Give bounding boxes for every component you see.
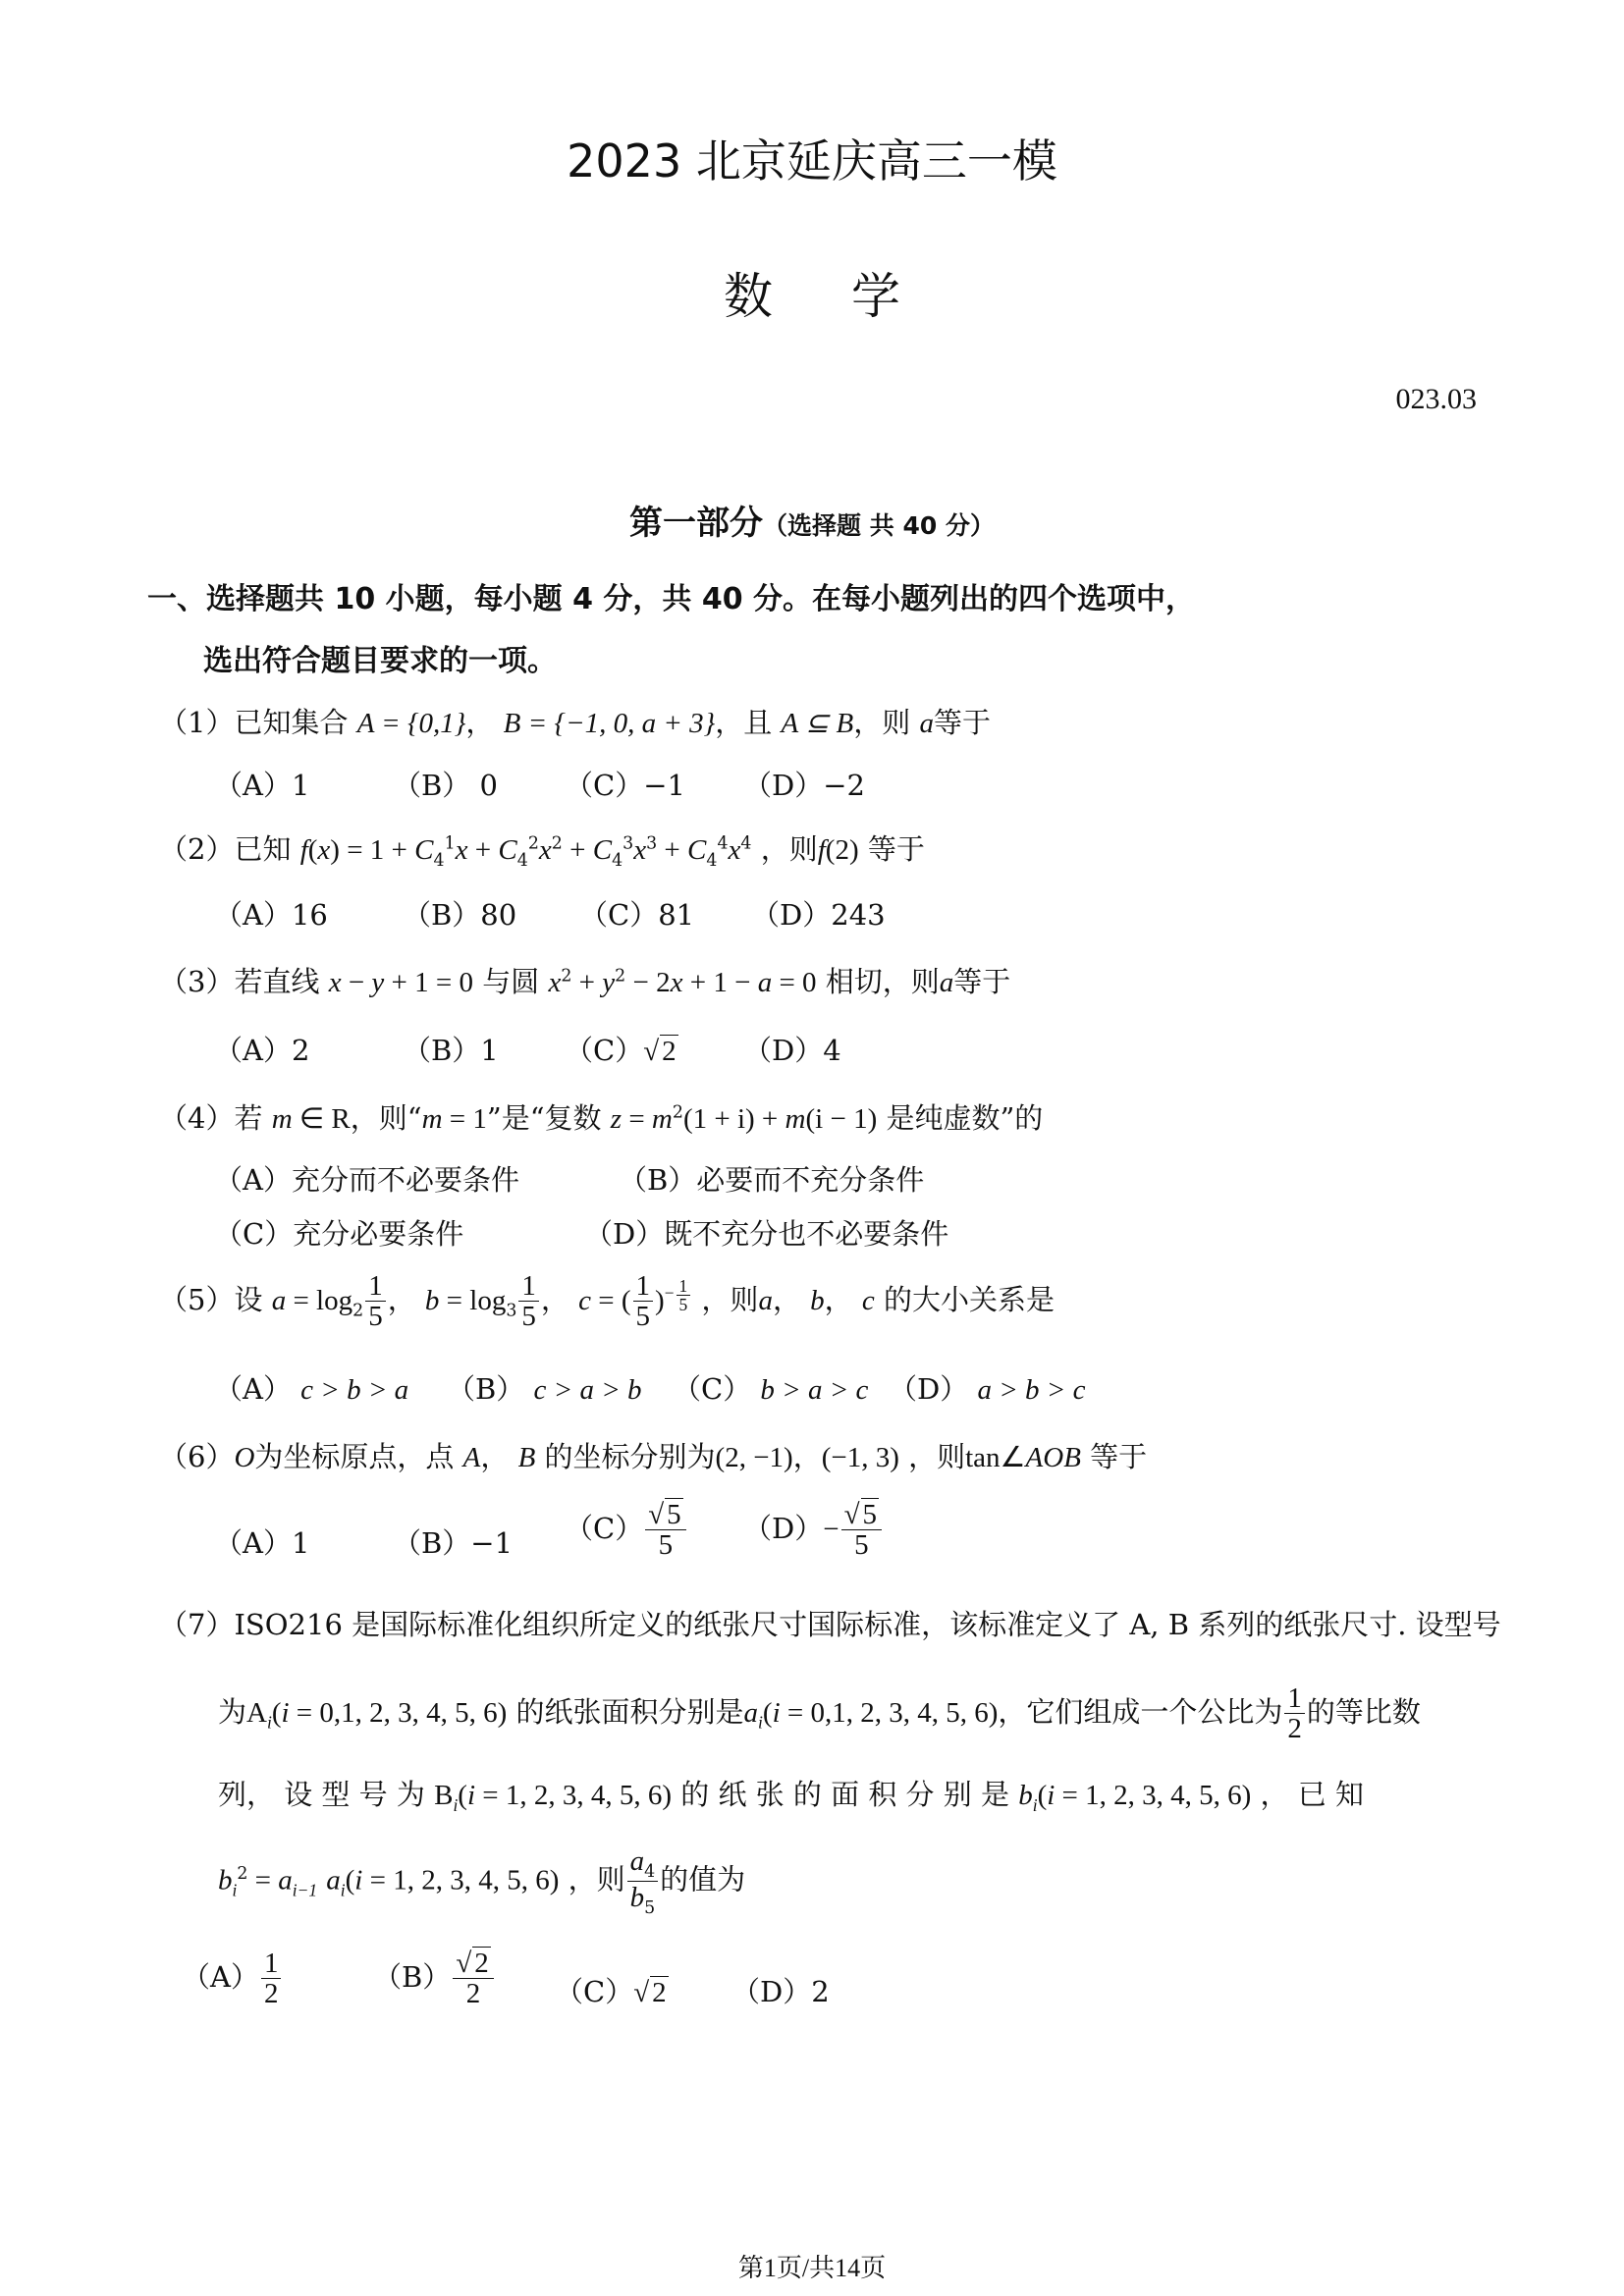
q6-option-c: （C） $\frac{√ 5}{5}$ [565, 1500, 688, 1561]
section-instruction-line2: 选出符合题目要求的一项。 [203, 644, 557, 678]
part-heading: 第一部分（选择题 共 40 分） [629, 504, 995, 543]
question-7-line4: $b_i^2 = a_{i-1}$ $a_i(i = 1$, 2, 3, 4, 5, 6) ，则 $\frac{a_4}{b_5}$ 的值为 [218, 1845, 746, 1918]
question-7-line2: 为$A_i(i = 0,1$, 2, 3, 4, 5, 6) 的纸张面积分别是$a_i(i = 0,1$, 2, 3, 4, 5, 6)，它们组成一个公比为 $\frac{1}{2}$ 的等比数 [218, 1682, 1421, 1745]
part-note: （选择题 共 40 分） [763, 511, 995, 540]
question-7-line3: 列， 设 型 号 为 $B_i(i = 1$, 2, 3, 4, 5, 6) 的 纸 张 的 面 积 分 别 是 $b_i(i = 1$, 2, 3, 4, 5, 6) ， 已 知 [218, 1778, 1364, 1815]
q3-option-a: （A）2 [214, 1034, 310, 1067]
q5-option-c: （C） b > a > c [673, 1372, 869, 1406]
question-1: （1）已知集合 A = {0,1}， B = {−1, 0, a + 3}，且 A ⊆ B，则 a等于 [159, 706, 991, 739]
q6-option-d: （D）− $\frac{√ 5}{5}$ [743, 1500, 884, 1561]
q2-option-a: （A）16 [214, 898, 328, 932]
question-7-line1: （7）ISO216 是国际标准化组织所定义的纸张尺寸国际标准，该标准定义了 A, B 系列的纸张尺寸. 设型号 [159, 1608, 1501, 1641]
page-footer: 第1页/共14页 [737, 2254, 887, 2282]
q2-option-d: （D）243 [751, 898, 886, 932]
q4-option-a: （A）充分而不必要条件 [214, 1163, 519, 1197]
q2-option-c: （C）81 [579, 898, 695, 932]
question-5: （5）设 $a = \log_2$ $\frac{1}{5}$ ， $b = \log_3$ $\frac{1}{5}$ ， c = ( $\frac{1}{5}$ )$^{- \frac{1}{5}}$ ，则a， b， c 的大小关系是 [159, 1270, 1055, 1333]
q2-option-b: （B）80 [403, 898, 517, 932]
q6-option-b: （B）−1 [393, 1526, 514, 1560]
q4-option-b: （B）必要而不充分条件 [619, 1163, 925, 1197]
q5-option-b: （B） c > a > b [447, 1372, 642, 1406]
q7-option-c: （C）√ 2 [555, 1975, 667, 2008]
q7-option-d: （D）2 [731, 1975, 830, 2008]
question-6: （6）O为坐标原点，点 A， B 的坐标分别为(2, −1)，(−1, 3) ，则tan∠AOB 等于 [159, 1440, 1148, 1473]
exam-title: 2023 北京延庆高三一模 [567, 134, 1057, 187]
q7-option-b: （B） $\frac{√ 2}{2}$ [373, 1949, 496, 2009]
exam-date: 023.03 [1395, 383, 1477, 415]
q4-option-d: （D）既不充分也不必要条件 [584, 1217, 949, 1251]
section-instruction-line1: 一、选择题共 10 小题，每小题 4 分，共 40 分。在每小题列出的四个选项中， [147, 582, 1196, 616]
question-2: （2）已知 $f(x) = 1 + C_4^1x + C_4^2x^2 + C_4^3x^3 + C_4^4x^4$ ，则f(2) 等于 [159, 832, 925, 871]
q5-option-d: （D） a > b > c [889, 1372, 1086, 1406]
question-3: （3）若直线 x − y + 1 = 0 与圆 $x^2 + y^2 - 2x + 1 - a = 0$ 相切，则a等于 [159, 965, 1011, 998]
q4-option-c: （C）充分必要条件 [214, 1217, 464, 1251]
q1-option-b: （B） 0 [393, 769, 498, 802]
question-4: （4）若 m ∈ R，则“m = 1”是“复数 $z = m^2(1 + i) + m(i - 1)$ 是纯虚数”的 [159, 1101, 1044, 1135]
subject-title: 数学 [724, 268, 979, 325]
q3-option-b: （B）1 [403, 1034, 499, 1067]
q1-option-a: （A）1 [214, 769, 310, 802]
q6-option-a: （A）1 [214, 1526, 310, 1560]
q1-option-c: （C）−1 [565, 769, 685, 802]
q3-option-d: （D）4 [743, 1034, 841, 1067]
q3-option-c: （C）√ 2 [565, 1034, 677, 1067]
q1-option-d: （D）−2 [743, 769, 866, 802]
q7-option-a: （A） $\frac{1}{2}$ [182, 1949, 283, 2009]
q5-option-a: （A） c > b > a [214, 1372, 409, 1406]
